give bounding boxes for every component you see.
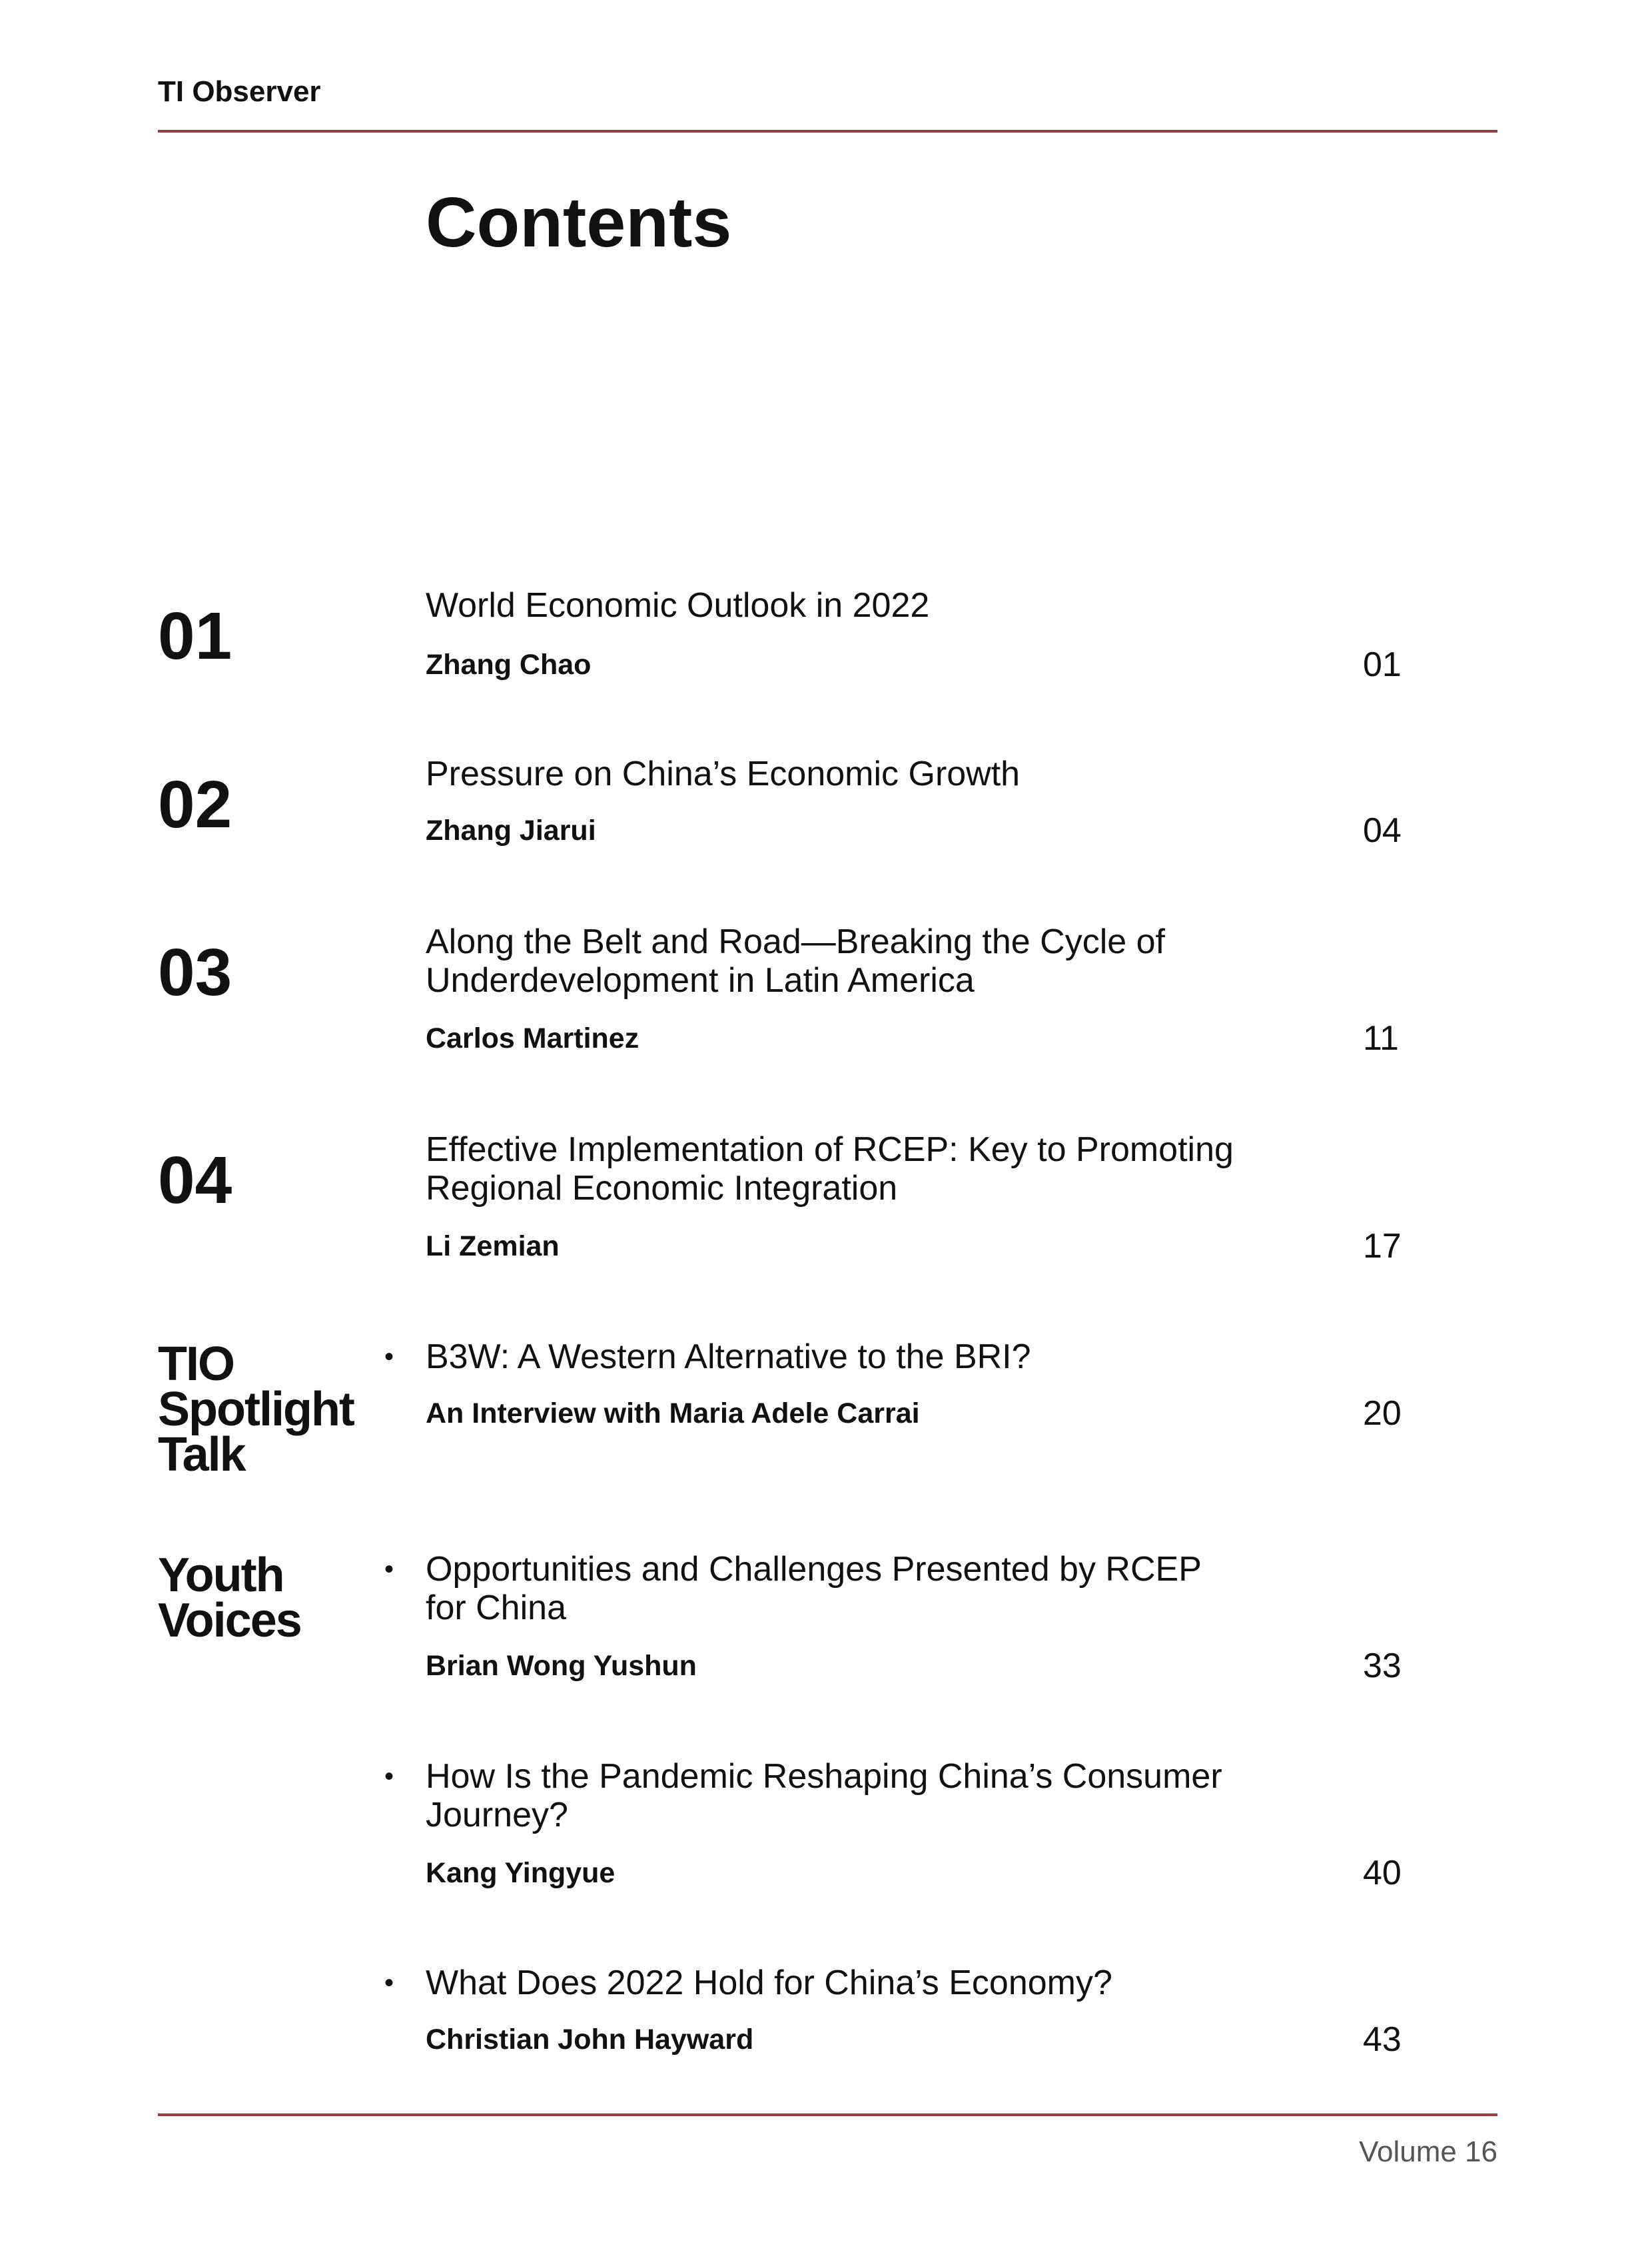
article-author: Kang Yingyue xyxy=(426,1857,616,1889)
page-number: 43 xyxy=(1363,2020,1402,2059)
bullet: • xyxy=(384,1555,394,1584)
article-author: Carlos Martinez xyxy=(426,1022,639,1054)
page-number: 17 xyxy=(1363,1227,1402,1266)
section-number: 01 xyxy=(158,599,232,673)
page-number: 04 xyxy=(1363,811,1402,850)
article-title[interactable]: Effective Implementation of RCEP: Key to Promoting Regional Economic Integration xyxy=(426,1130,1234,1208)
bullet: • xyxy=(384,1762,394,1791)
article-author: Zhang Jiarui xyxy=(426,815,596,847)
section-number: 04 xyxy=(158,1143,232,1218)
article-author: An Interview with Maria Adele Carrai xyxy=(426,1397,920,1429)
article-title[interactable]: World Economic Outlook in 2022 xyxy=(426,586,930,625)
article-author: Christian John Hayward xyxy=(426,2024,754,2055)
article-title[interactable]: B3W: A Western Alternative to the BRI? xyxy=(426,1337,1031,1376)
page-number: 33 xyxy=(1363,1647,1402,1685)
section-label: Youth Voices xyxy=(158,1549,301,1647)
article-author: Brian Wong Yushun xyxy=(426,1650,697,1682)
page-number: 40 xyxy=(1363,1854,1402,1892)
article-title[interactable]: How Is the Pandemic Reshaping China’s Consumer Journey? xyxy=(426,1757,1222,1834)
section-number: 03 xyxy=(158,935,232,1010)
page-number: 20 xyxy=(1363,1394,1402,1433)
article-title[interactable]: Pressure on China’s Economic Growth xyxy=(426,755,1021,793)
publication-header: TI Observer xyxy=(158,75,321,108)
article-title[interactable]: Along the Belt and Road—Breaking the Cycle of Underdevelopment in Latin America xyxy=(426,923,1166,1000)
bullet: • xyxy=(384,1342,394,1371)
header-rule xyxy=(158,130,1497,133)
section-number: 02 xyxy=(158,767,232,842)
page-number: 11 xyxy=(1363,1019,1399,1058)
page-number: 01 xyxy=(1363,645,1402,684)
article-author: Zhang Chao xyxy=(426,649,592,681)
article-title[interactable]: Opportunities and Challenges Presented by RCEP for China xyxy=(426,1550,1202,1627)
footer-rule xyxy=(158,2113,1497,2116)
page-title: Contents xyxy=(426,183,732,262)
article-title[interactable]: What Does 2022 Hold for China’s Economy? xyxy=(426,1964,1112,2002)
volume-label: Volume 16 xyxy=(1359,2135,1497,2168)
section-label: TIO Spotlight Talk xyxy=(158,1337,354,1481)
bullet: • xyxy=(384,1968,394,1998)
article-author: Li Zemian xyxy=(426,1230,560,1262)
